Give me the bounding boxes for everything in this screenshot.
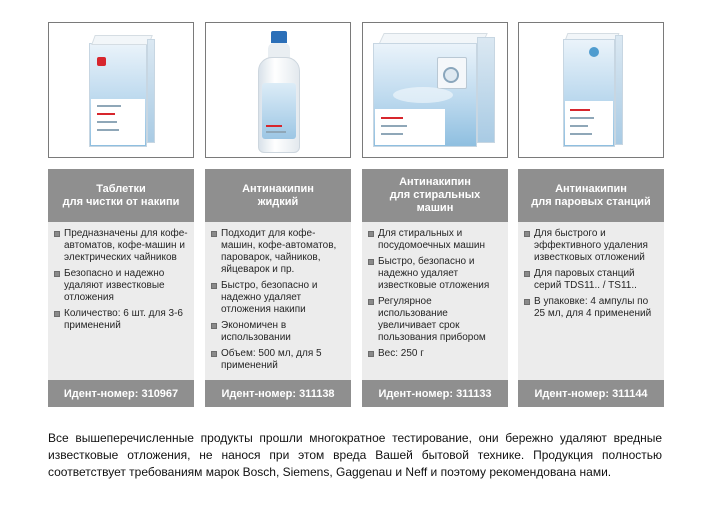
product-features (518, 222, 664, 380)
feature-item (211, 280, 345, 316)
product-title (48, 169, 194, 222)
square-bullet-icon (211, 351, 217, 357)
product-card-steam (518, 22, 664, 407)
liquid-bottle-icon (256, 31, 302, 153)
feature-text: Безопасно и надежно удаляют известковые отложения (64, 268, 165, 303)
product-image (48, 22, 194, 158)
square-bullet-icon (211, 323, 217, 329)
feature-item (368, 228, 502, 252)
square-bullet-icon (368, 231, 374, 237)
feature-item (368, 296, 502, 344)
product-features (205, 222, 351, 380)
square-bullet-icon (54, 271, 60, 277)
product-image (362, 22, 508, 158)
product-title (518, 169, 664, 222)
feature-text: В упаковке: 4 ампулы по 25 мл, для 4 применений (534, 296, 652, 319)
feature-text: Экономичен в использовании (221, 320, 291, 343)
product-image (205, 22, 351, 158)
title-line: машин (416, 202, 454, 214)
square-bullet-icon (54, 231, 60, 237)
feature-text: Быстро, безопасно и надежно удаляет отложения накипи (221, 280, 318, 315)
id-label: Идент-номер: (221, 387, 296, 400)
footer-paragraph: Все вышеперечисленные продукты прошли многократное тестирование, они бережно удаляют вредные известковые отложения, не нанося при этом вреда Вашей бытовой технике. Продукция полностью соответствует требованиям марок Bosch, Siemens, Gaggenau и Neff и поэтому рекомендована нами. (48, 431, 662, 479)
square-bullet-icon (524, 299, 530, 305)
title-line: Антинакипин (399, 176, 471, 188)
feature-text: Подходит для кофе-машин, кофе-автоматов, пароварок, чайников, яйцеварок и пр. (221, 228, 337, 275)
square-bullet-icon (211, 283, 217, 289)
product-card-washing (362, 22, 508, 407)
feature-item (211, 348, 345, 372)
title-line: жидкий (257, 195, 299, 208)
feature-item (524, 268, 658, 292)
feature-item (211, 228, 345, 276)
title-line: для чистки от накипи (62, 195, 180, 208)
title-line: Таблетки (96, 182, 146, 195)
id-label: Идент-номер: (378, 387, 453, 400)
product-id (362, 380, 508, 407)
square-bullet-icon (368, 351, 374, 357)
product-id (518, 380, 664, 407)
square-bullet-icon (524, 231, 530, 237)
feature-text: Быстро, безопасно и надежно удаляет известковые отложения (378, 256, 490, 291)
id-number: 311138 (299, 387, 335, 400)
feature-text: Для паровых станций серий TDS11.. / TS11.. (534, 268, 637, 291)
feature-item (368, 256, 502, 292)
ampoule-box-icon (563, 33, 623, 149)
square-bullet-icon (368, 259, 374, 265)
title-line: для стиральных (389, 189, 481, 201)
tablet-box-icon (89, 35, 155, 147)
square-bullet-icon (524, 271, 530, 277)
product-features (362, 222, 508, 380)
feature-text: Вес: 250 г (378, 348, 424, 359)
feature-text: Для быстрого и эффективного удаления известковых отложений (534, 228, 648, 263)
feature-text: Предназначены для кофе-автоматов, кофе-машин и электрических чайников (64, 228, 188, 263)
feature-item (54, 308, 188, 332)
id-number: 311133 (456, 387, 492, 400)
product-card-liquid (205, 22, 351, 407)
product-title (362, 169, 508, 222)
square-bullet-icon (368, 299, 374, 305)
id-number: 310967 (141, 387, 179, 400)
id-label: Идент-номер: (534, 387, 609, 400)
feature-item (54, 268, 188, 304)
title-line: Антинакипин (555, 182, 627, 195)
square-bullet-icon (54, 311, 60, 317)
feature-item (54, 228, 188, 264)
id-label: Идент-номер: (63, 387, 139, 400)
washing-powder-box-icon (373, 33, 499, 149)
id-number: 311144 (612, 387, 648, 400)
product-id (205, 380, 351, 407)
feature-item (524, 296, 658, 320)
feature-text: Объем: 500 мл, для 5 применений (221, 348, 322, 371)
square-bullet-icon (211, 231, 217, 237)
product-title (205, 169, 351, 222)
feature-text: Для стиральных и посудомоечных машин (378, 228, 485, 251)
feature-item (524, 228, 658, 264)
title-line: для паровых станций (531, 195, 651, 208)
feature-text: Количество: 6 шт. для 3-6 применений (64, 308, 183, 331)
product-id (48, 380, 194, 407)
feature-item (211, 320, 345, 344)
product-card-tablets (48, 22, 194, 407)
feature-text: Регулярное использование увеличивает срок пользования прибором (378, 296, 486, 343)
product-image (518, 22, 664, 158)
feature-item (368, 348, 502, 360)
product-features (48, 222, 194, 380)
title-line: Антинакипин (242, 182, 314, 195)
